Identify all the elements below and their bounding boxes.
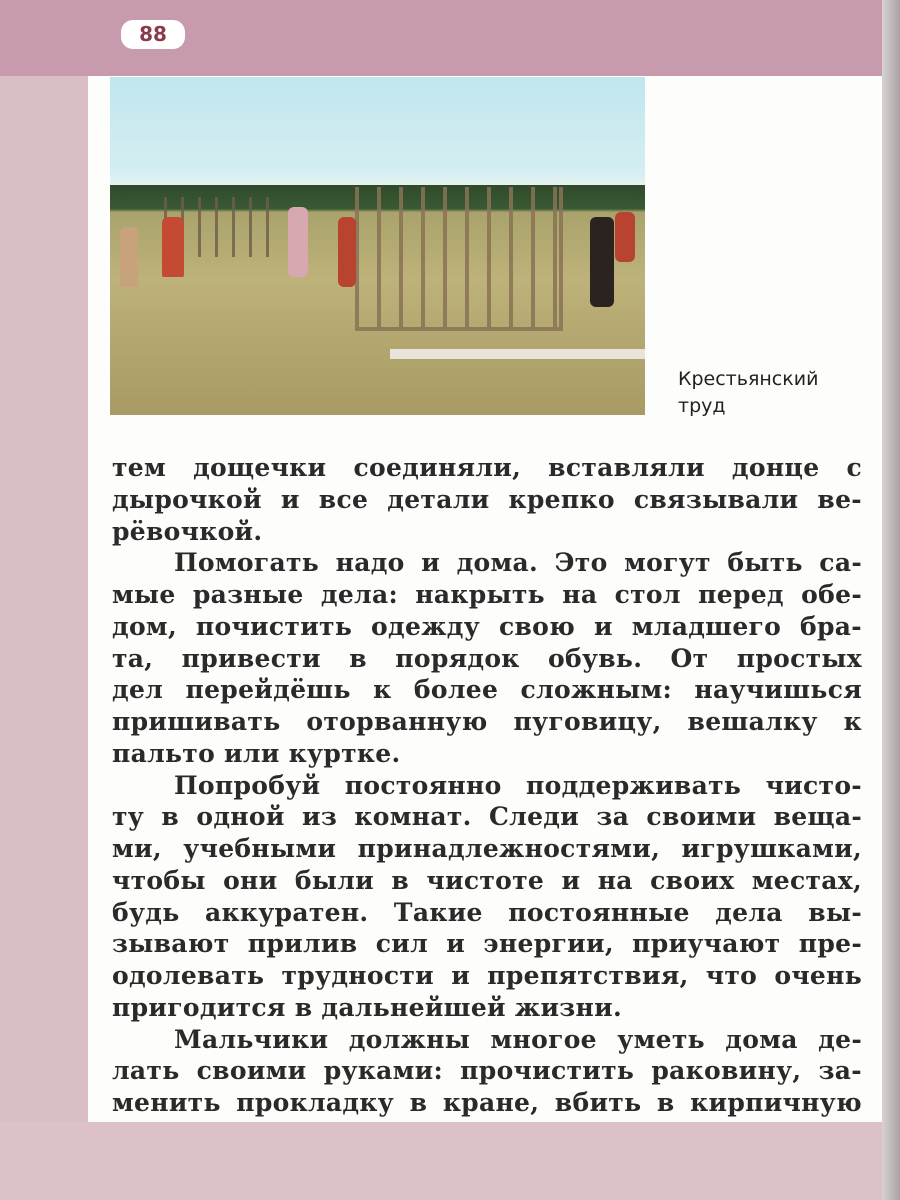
text-line: ту в одной из комнат. Следи за своими веща- (112, 802, 862, 832)
text-line: та, привести в порядок обувь. От простых (112, 643, 862, 673)
text-line: дырочкой и все детали крепко связывали ве- (112, 484, 862, 514)
page-number: 88 (121, 20, 185, 49)
page-edge-shadow (882, 0, 900, 1200)
text-line: пришивать оторванную пуговицу, вешалку к (112, 707, 862, 736)
text-line: Помогать надо и дома. Это могут быть са- (174, 548, 862, 578)
photo-peasant-labor (110, 77, 645, 415)
caption-line: труд (678, 395, 726, 417)
text-line: чтобы они были в чистоте и на своих местах, (112, 865, 862, 895)
text-line: зывают прилив сил и энергии, приучают пре- (112, 929, 862, 959)
footer-band (0, 1122, 900, 1200)
text-line: тем дощечки соединяли, вставляли донце с (112, 453, 862, 482)
text-line: рёвочкой. (112, 516, 263, 546)
text-line: Мальчики должны многое уметь дома де- (174, 1024, 862, 1054)
text-line: одолевать трудности и препятствия, что очень (112, 961, 862, 990)
body-text (112, 452, 862, 1119)
caption-line: Крестьянский (678, 368, 819, 390)
text-line: пальто или куртке. (112, 738, 401, 768)
text-line: дом, почистить одежду свою и младшего бра- (112, 611, 862, 641)
text-line: мые разные дела: накрыть на стол перед обе- (112, 580, 862, 609)
text-line: лать своими руками: прочистить раковину, за- (112, 1056, 862, 1086)
photo-caption (678, 366, 818, 420)
text-line: дел перейдёшь к более сложным: научишься (112, 675, 862, 705)
text-line: будь аккуратен. Такие постоянные дела вы- (112, 897, 862, 927)
text-line: пригодится в дальнейшей жизни. (112, 992, 622, 1022)
text-line: ми, учебными принадлежностями, игрушками, (112, 834, 862, 863)
text-line: менить прокладку в кране, вбить в кирпичную (112, 1088, 862, 1117)
text-line: Попробуй постоянно поддерживать чисто- (174, 770, 862, 800)
